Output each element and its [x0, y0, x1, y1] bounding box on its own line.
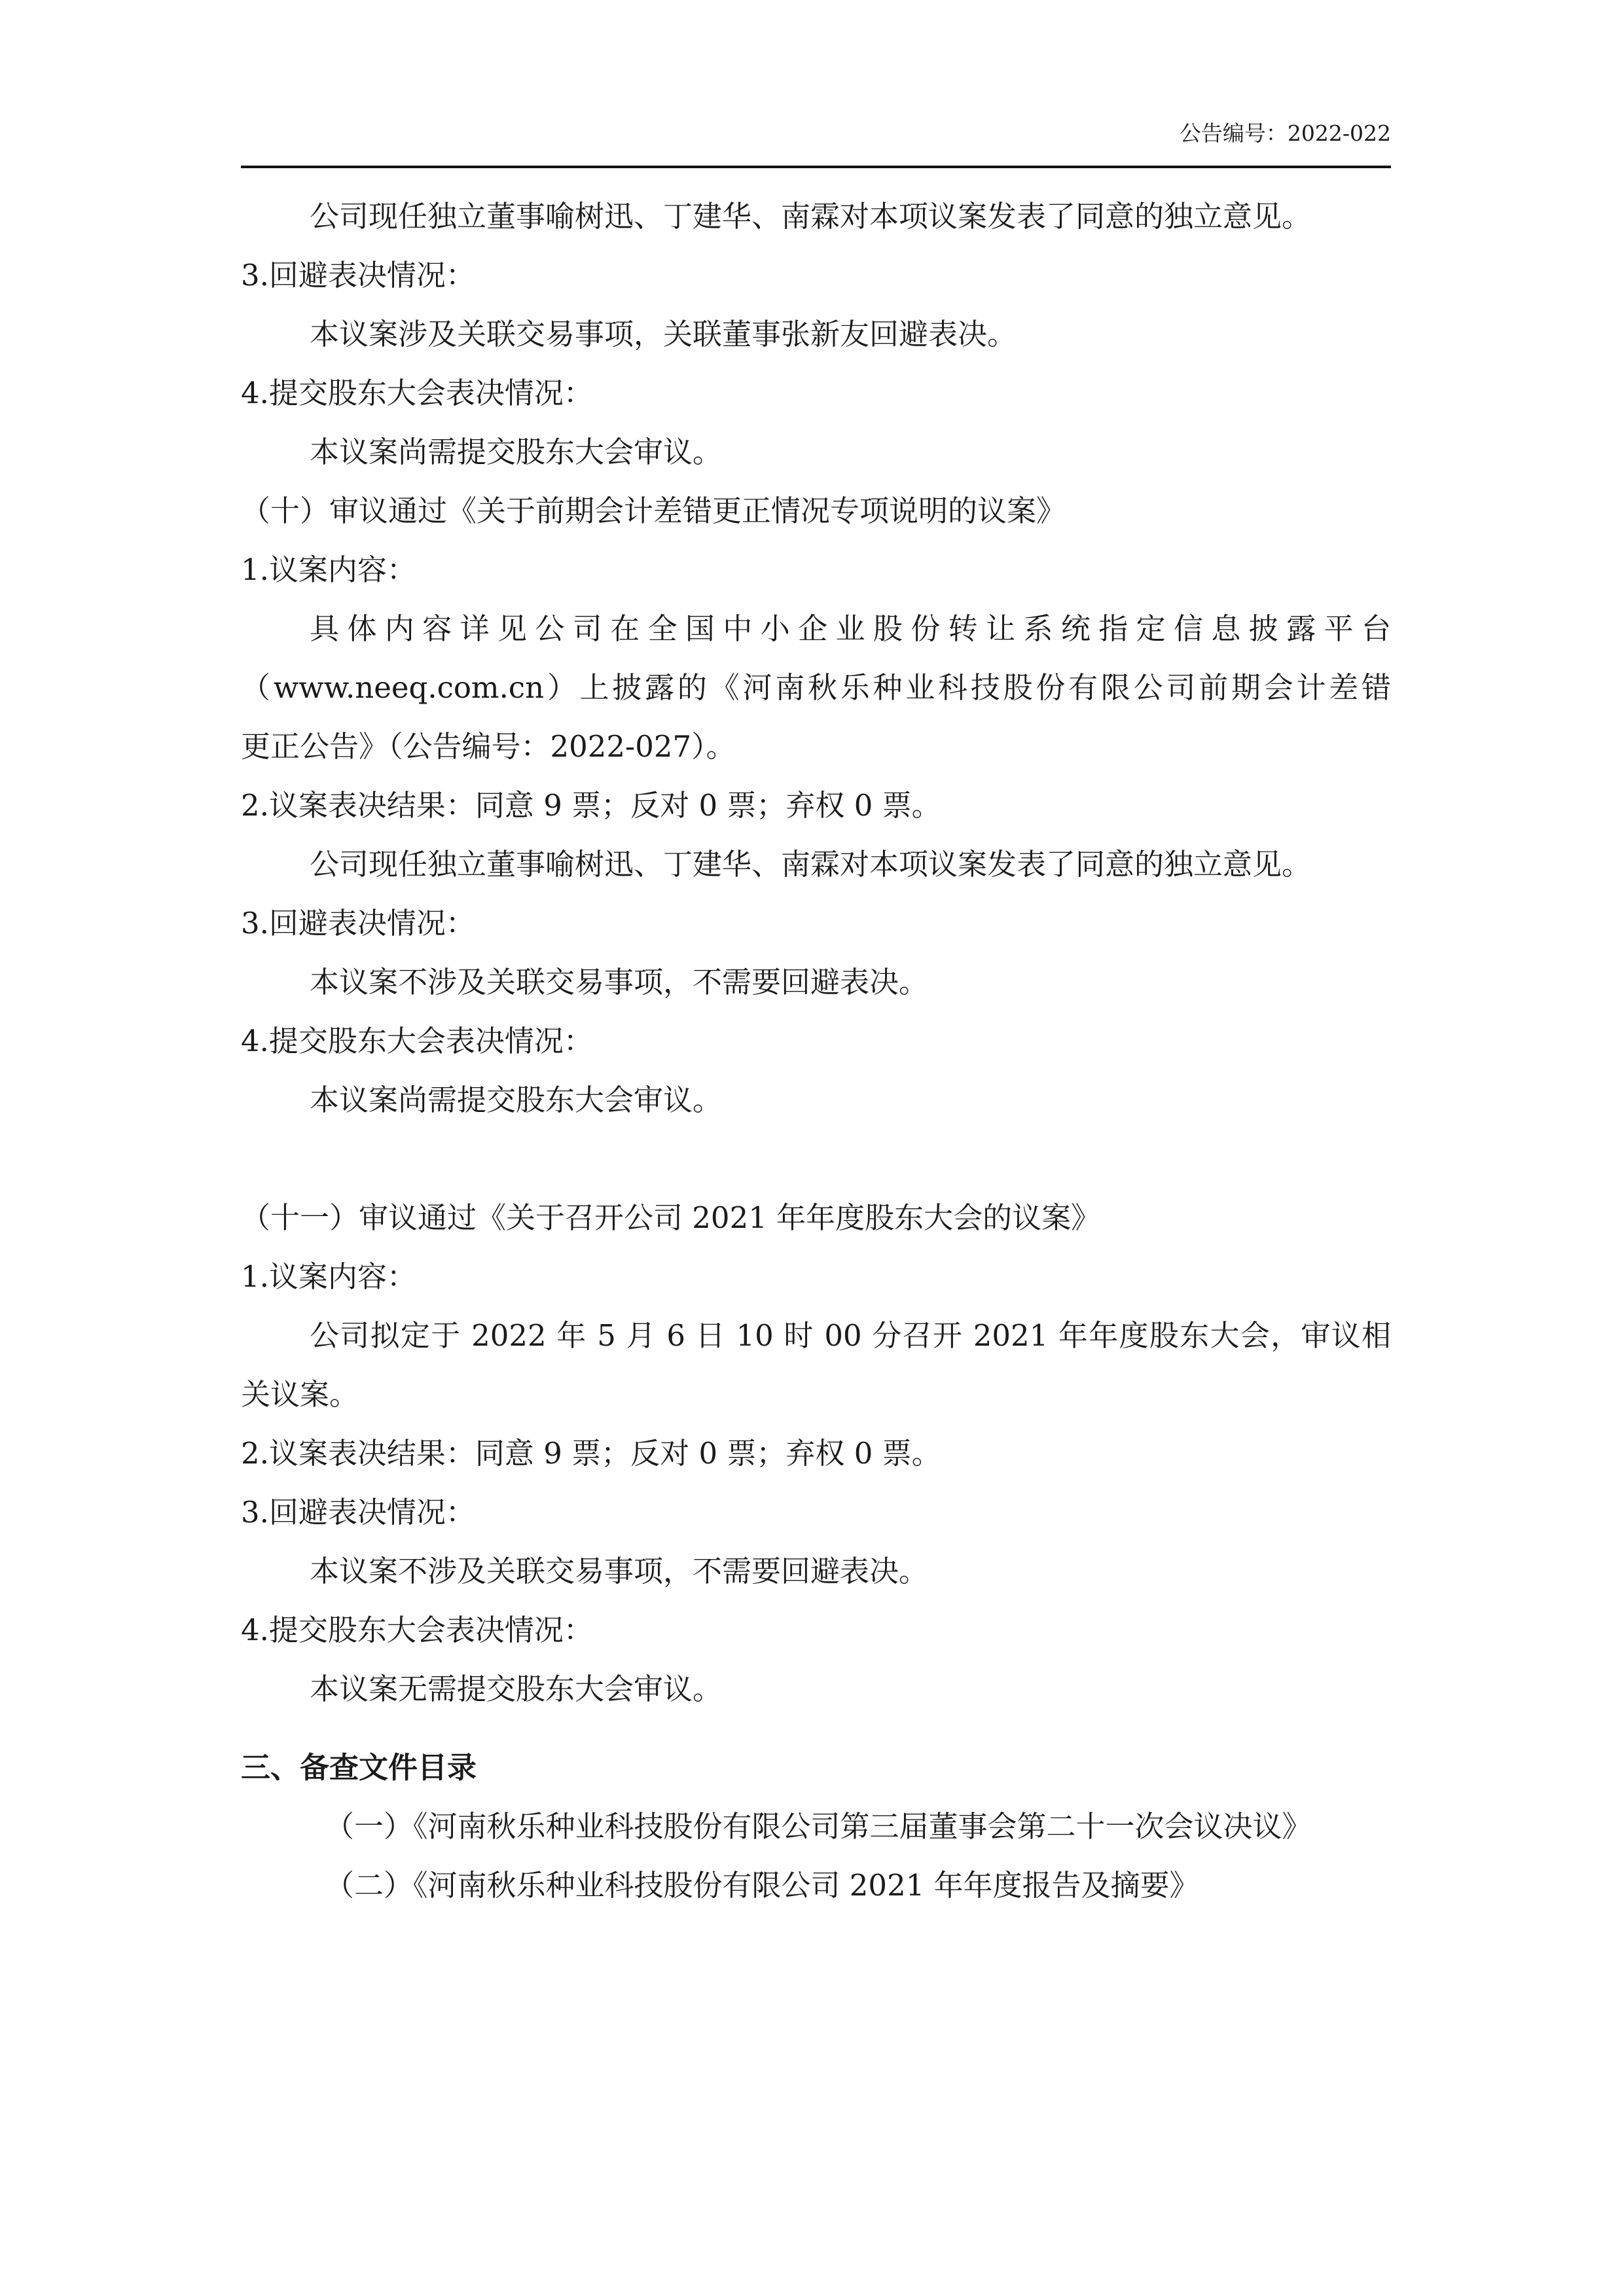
paragraph: 本议案尚需提交股东大会审议。 — [310, 435, 723, 469]
paragraph: 4.提交股东大会表决情况： — [241, 1613, 593, 1647]
paragraph: 更正公告》（公告编号：2022-027）。 — [241, 729, 736, 764]
paragraph: 3.回避表决情况： — [241, 1495, 475, 1530]
paragraph: 具体内容详见公司在全国中小企业股份转让系统指定信息披露平台 — [310, 611, 1391, 646]
paragraph: 4.提交股东大会表决情况： — [241, 1024, 593, 1058]
section-title: 三、备查文件目录 — [241, 1750, 477, 1785]
paragraph: 公司现任独立董事喻树迅、丁建华、南霖对本项议案发表了同意的独立意见。 — [310, 199, 1312, 234]
paragraph: 1.议案内容： — [241, 552, 416, 587]
paragraph: 本议案不涉及关联交易事项，不需要回避表决。 — [310, 965, 929, 999]
paragraph: 公司现任独立董事喻树迅、丁建华、南霖对本项议案发表了同意的独立意见。 — [310, 847, 1312, 882]
paragraph: （www.neeq.com.cn）上披露的《河南秋乐种业科技股份有限公司前期会计差错 — [241, 670, 1391, 705]
document-body — [241, 187, 1391, 1915]
announcement-number: 公告编号：2022-022 — [1179, 120, 1391, 146]
spacer — [241, 1719, 1391, 1738]
item-heading: （十一）审议通过《关于召开公司 2021 年年度股东大会的议案》 — [241, 1200, 1101, 1235]
paragraph: 1.议案内容： — [241, 1259, 416, 1294]
header-divider — [241, 166, 1391, 168]
paragraph: 4.提交股东大会表决情况： — [241, 376, 593, 410]
paragraph: 本议案尚需提交股东大会审议。 — [310, 1083, 723, 1117]
paragraph: 3.回避表决情况： — [241, 258, 475, 293]
paragraph: 本议案无需提交股东大会审议。 — [310, 1672, 723, 1706]
paragraph: 本议案涉及关联交易事项，关联董事张新友回避表决。 — [310, 317, 1017, 351]
paragraph: 公司拟定于 2022 年 5 月 6 日 10 时 00 分召开 2021 年年度股东大会，审议相 — [310, 1318, 1391, 1353]
paragraph: 本议案不涉及关联交易事项，不需要回避表决。 — [310, 1554, 929, 1588]
paragraph: 2.议案表决结果：同意 9 票；反对 0 票；弃权 0 票。 — [241, 788, 941, 823]
reference-item: （二）《河南秋乐种业科技股份有限公司 2021 年年度报告及摘要》 — [325, 1868, 1199, 1903]
paragraph: 3.回避表决情况： — [241, 906, 475, 941]
paragraph: 2.议案表决结果：同意 9 票；反对 0 票；弃权 0 票。 — [241, 1436, 941, 1471]
spacer — [241, 1130, 1391, 1189]
item-heading: （十）审议通过《关于前期会计差错更正情况专项说明的议案》 — [241, 493, 1066, 528]
paragraph: 关议案。 — [241, 1377, 359, 1412]
reference-item: （一）《河南秋乐种业科技股份有限公司第三届董事会第二十一次会议决议》 — [325, 1809, 1312, 1844]
